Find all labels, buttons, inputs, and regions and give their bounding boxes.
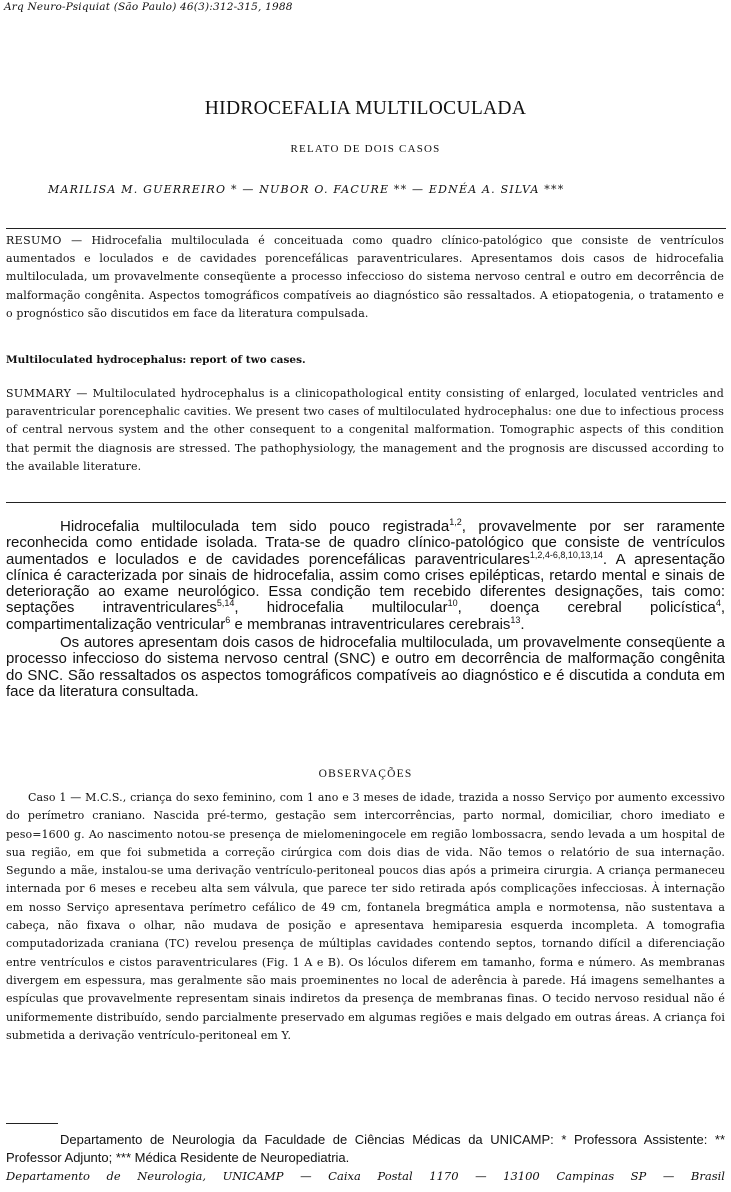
intro-paragraph-1: Hidrocefalia multiloculada tem sido pouco registrada$^{1,2}$, provavelmente por ser raramente reconhecida como entidade isolada. Trata-se de quadro clínico-patológico que consiste de ventrículos aumentados e loculados e de cavidades porencefálicas paraventriculares$^{1,2,4-6,8,10,13,14}$. A apresentação clínica é caracterizada por sinais de hidrocefalia, assim como crises epilépticas, retardo mental e sinais de deterioração ao exame neurológico. Essa condição tem recebido diferentes designações, tais como: septações intraventriculares$^{5,14}$, hidrocefalia multilocular$^{10}$, doença cerebral policística$^4$, compartimentalização ventricular$^6$ e membranas intraventriculares cerebrais$^{13}$.: [6, 517, 726, 633]
summary-text: Multiloculated hydrocephalus is a clinicopathological entity consisting of enlarged, loculated ventricles and paraventricular porencephalic cavities. We present two cases of multiloculated hydrocephalus: one due to infectious process of central nervous system and the other consequent to a congenital malformation. Tomographic aspects of this condition that permit the diagnosis are stressed. The pathophysiology, the management and the prognosis are discussed according to the available literature.: [6, 387, 724, 473]
author-list: MARILISA M. GUERREIRO * — NUBOR O. FACURE ** — EDNÉA A. SILVA ***: [48, 183, 565, 196]
summary-label: SUMMARY —: [6, 387, 88, 400]
reference-mark: 13: [510, 614, 521, 625]
english-title: Multiloculated hydrocephalus: report of two cases.: [6, 354, 306, 366]
case-1-report: [6, 789, 725, 1045]
section-heading-observacoes: OBSERVAÇÕES: [318, 768, 413, 780]
reference-mark: 6: [225, 614, 231, 625]
abstract-top-rule: [6, 228, 726, 229]
resumo-block: [6, 232, 724, 323]
article-subtitle: RELATO DE DOIS CASOS: [290, 143, 441, 155]
resumo-label: RESUMO —: [6, 234, 83, 247]
reference-mark: 5,14: [216, 598, 235, 609]
correspondence-address: Departamento de Neurologia, UNICAMP — Caixa Postal 1170 — 13100 Campinas SP — Brasil: [6, 1169, 725, 1183]
resumo-text: Hidrocefalia multiloculada é conceituada como quadro clínico-patológico que consiste de ventrículos aumentados e loculados e de cavidades porencefálicas paraventriculares. Apresentamos dois casos de hidrocefalia multiloculada, um provavelmente conseqüente a processo infeccioso do sistema nervoso central e outro em decorrência de malformação congênita. Aspectos tomográficos compatíveis ao diagnóstico são ressaltados. A etiopatogenia, o tratamento e o prognóstico são discutidos em face da literatura compulsada.: [6, 234, 724, 320]
introduction: [6, 519, 725, 700]
summary-block: [6, 385, 724, 476]
article-title: HIDROCEFALIA MULTILOCULADA: [204, 98, 527, 119]
abstract-bottom-rule: [6, 502, 726, 503]
reference-mark: 1,2,4-6,8,10,13,14: [529, 549, 603, 560]
affiliation-footnote: Departamento de Neurologia da Faculdade de Ciências Médicas da UNICAMP: * Professora Assistente: ** Professor Adjunto; *** Médica Residente de Neuropediatria.: [6, 1132, 725, 1165]
reference-mark: 10: [447, 598, 458, 609]
footnote-rule: [6, 1123, 58, 1124]
reference-mark: 4: [715, 598, 721, 609]
reference-mark: 1,2: [449, 517, 462, 527]
case-1-text: Caso 1 — M.C.S., criança do sexo feminino, com 1 ano e 3 meses de idade, trazida a nosso Serviço por aumento excessivo do perímetro craniano. Nascida pré-termo, gestação sem intercorrências, parto normal, domiciliar, choro imediato e peso=1600 g. Ao nascimento notou-se presença de mielomeningocele em região lombossacra, sendo levada a um hospital de sua região, em que foi submetida a correção cirúrgica com dois dias de vida. Não temos o relatório de sua internação. Segundo a mãe, instalou-se uma derivação ventrículo-peritoneal poucos dias após a primeira cirurgia. A criança permaneceu internada por 6 meses e recebeu alta sem válvula, que parece ter sido retirada após complicações infecciosas. À internação em nosso Serviço apresentava perímetro cefálico de 49 cm, fontanela bregmática ampla e normotensa, não sustentava a cabeça, não fixava o olhar, não mudava de posição e apresentava hemiparesia esquerda incompleta. A tomografia computadorizada craniana (TC) revelou presença de múltiplas cavidades contendo septos, tornando difícil a diferenciação entre ventrículos e cistos paraventriculares (Fig. 1 A e B). Os lóculos diferem em tamanho, forma e número. As membranas divergem em espessura, mas geralmente são mais proeminentes no local de aderência à parede. Há imagens semelhantes a espículas que provavelmente representam sinais indiretos da presença de membranas finas. O tecido nervoso residual não é uniformemente distribuído, sendo parcialmente preservado em algumas regiões e mais delgado em outras áreas. A criança foi submetida a derivação ventrículo-peritoneal em Y.: [6, 791, 725, 1042]
intro-paragraph-2: Os autores apresentam dois casos de hidrocefalia multiloculada, um provavelmente conseqüente a processo infeccioso do sistema nervoso central (SNC) e outro em decorrência de malformação congênita do SNC. São ressaltados os aspectos tomográficos compatíveis ao diagnóstico e é discutida a conduta em face da literatura consultada.: [6, 634, 725, 700]
journal-header: Arq Neuro-Psiquiat (São Paulo) 46(3):312-315, 1988: [4, 1, 293, 13]
